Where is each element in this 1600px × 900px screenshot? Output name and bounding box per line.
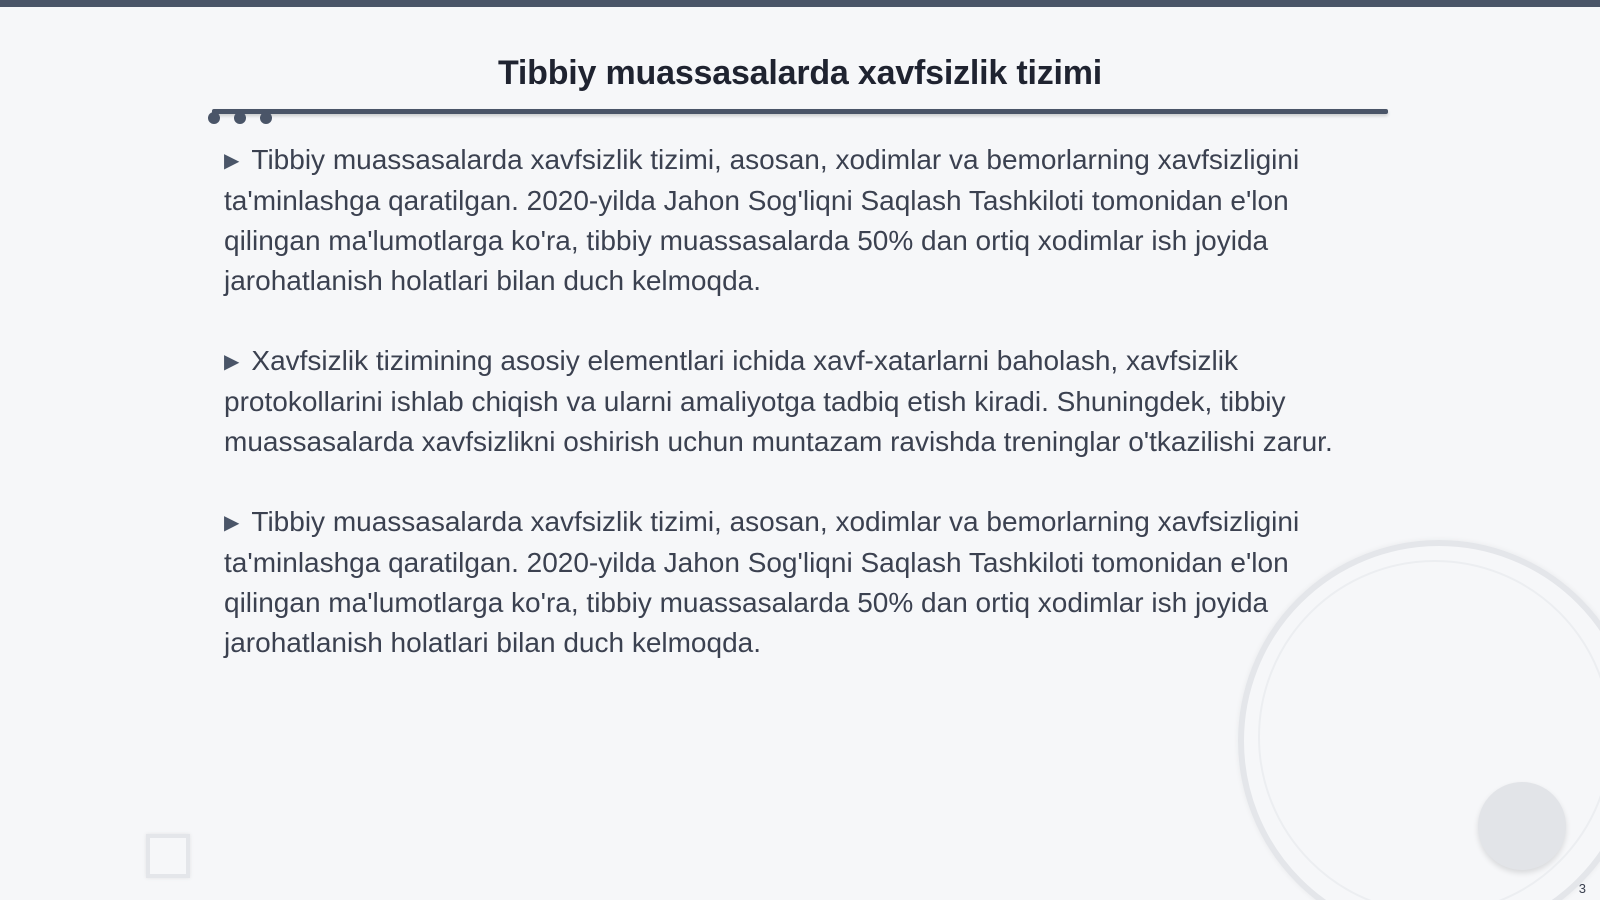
decorative-circle [1478, 782, 1566, 870]
slide-body [224, 140, 1354, 703]
bullet-paragraph-1 [224, 140, 1354, 301]
decorative-square [146, 834, 190, 878]
page-number: 3 [1578, 881, 1586, 896]
rule-dot-1 [208, 112, 220, 124]
triangle-bullet-icon: ▶ [224, 150, 240, 172]
rule-dot-2 [234, 112, 246, 124]
bullet-text-3: Tibbiy muassasalarda xavfsizlik tizimi, asosan, xodimlar va bemorlarning xavfsizligini ta'minlashga qaratilgan. 2020-yilda Jahon Sog'liqni Saqlash Tashkiloti tomonidan e'lon qilingan ma'lumotlarga ko'ra, tibbiy muassasalarda 50% dan ortiq xodimlar ish joyida jarohatlanish holatlari bilan duch kelmoqda. [224, 506, 1300, 658]
title-underline [212, 109, 1388, 114]
rule-dot-3 [260, 112, 272, 124]
bullet-text-1: Tibbiy muassasalarda xavfsizlik tizimi, asosan, xodimlar va bemorlarning xavfsizligini ta'minlashga qaratilgan. 2020-yilda Jahon Sog'liqni Saqlash Tashkiloti tomonidan e'lon qilingan ma'lumotlarga ko'ra, tibbiy muassasalarda 50% dan ortiq xodimlar ish joyida jarohatlanish holatlari bilan duch kelmoqda. [224, 144, 1300, 296]
bullet-text-2: Xavfsizlik tizimining asosiy elementlari ichida xavf-xatarlarni baholash, xavfsizlik protokollarini ishlab chiqish va ularni amaliyotga tadbiq etish kiradi. Shuningdek, tibbiy muassasalarda xavfsizlikni oshirish uchun muntazam ravishda treninglar o'tkazilishi zarur. [224, 345, 1333, 457]
top-accent-bar [0, 0, 1600, 7]
triangle-bullet-icon: ▶ [224, 512, 240, 534]
triangle-bullet-icon: ▶ [224, 351, 240, 373]
bullet-paragraph-3 [224, 502, 1354, 663]
slide-title: Tibbiy muassasalarda xavfsizlik tizimi [497, 54, 1103, 92]
bullet-paragraph-2 [224, 341, 1354, 462]
